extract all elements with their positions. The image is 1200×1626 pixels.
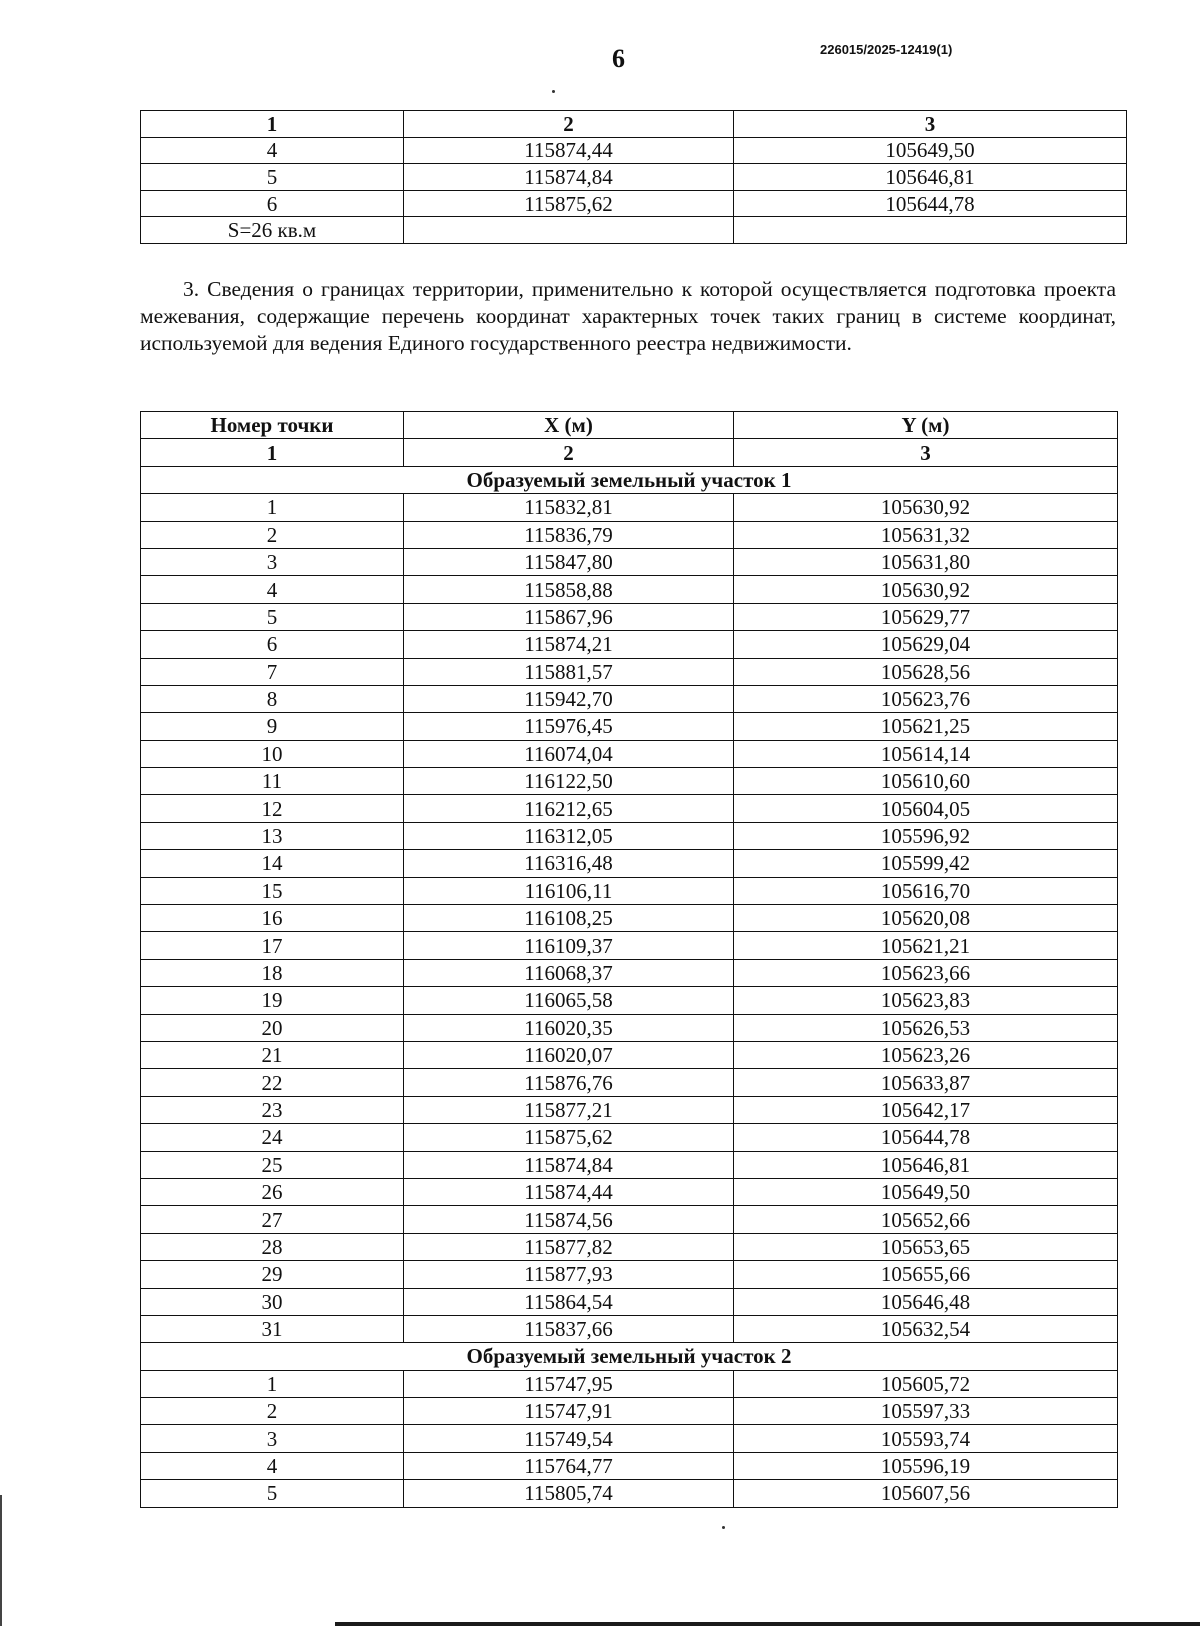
y-coordinate-cell: 105607,56 — [734, 1480, 1118, 1507]
table-row — [141, 1315, 1118, 1342]
x-coordinate-cell: 116020,35 — [404, 1014, 734, 1041]
table-row — [141, 1069, 1118, 1096]
y-coordinate-cell: 105626,53 — [734, 1014, 1118, 1041]
x-coordinate-cell: 115874,84 — [404, 164, 734, 191]
x-coordinate-cell: 115876,76 — [404, 1069, 734, 1096]
x-coordinate-cell: 116068,37 — [404, 959, 734, 986]
x-coordinate-cell: 115858,88 — [404, 576, 734, 603]
y-coordinate-cell: 105629,77 — [734, 603, 1118, 630]
point-number-cell: 19 — [141, 987, 404, 1014]
x-coordinate-cell: 115877,82 — [404, 1233, 734, 1260]
y-coordinate-cell: 105599,42 — [734, 850, 1118, 877]
x-coordinate-cell: 115875,62 — [404, 190, 734, 217]
x-coordinate-cell: 115877,21 — [404, 1096, 734, 1123]
table-row — [141, 1452, 1118, 1479]
y-coordinate-cell: 105633,87 — [734, 1069, 1118, 1096]
plot-title-cell: Образуемый земельный участок 2 — [141, 1343, 1118, 1370]
point-number-cell: 24 — [141, 1124, 404, 1151]
column-number-cell: 1 — [141, 111, 404, 138]
table-row — [141, 1206, 1118, 1233]
x-coordinate-cell: 115749,54 — [404, 1425, 734, 1452]
y-coordinate-cell: 105655,66 — [734, 1261, 1118, 1288]
y-coordinate-cell: 105628,56 — [734, 658, 1118, 685]
table-row — [141, 164, 1127, 191]
point-number-cell: 22 — [141, 1069, 404, 1096]
point-number-cell: 6 — [141, 190, 404, 217]
point-number-cell: 8 — [141, 685, 404, 712]
scan-artifact-edge — [0, 1495, 2, 1626]
section-3-paragraph: 3. Сведения о границах территории, применительно к которой осуществляется подготовка проекта межевания, содержащие перечень координат характерных точек таких границ в системе координат, используемой для ведения Единого государственного реестра недвижимости. — [140, 277, 1116, 355]
table-row — [141, 1288, 1118, 1315]
y-coordinate-cell: 105623,76 — [734, 685, 1118, 712]
y-coordinate-cell: 105596,19 — [734, 1452, 1118, 1479]
x-coordinate-cell: 116312,05 — [404, 822, 734, 849]
y-coordinate-cell: 105623,26 — [734, 1041, 1118, 1068]
point-number-cell: 2 — [141, 521, 404, 548]
x-coordinate-cell: 115832,81 — [404, 494, 734, 521]
point-number-cell: 10 — [141, 740, 404, 767]
y-coordinate-cell: 105646,81 — [734, 164, 1127, 191]
point-number-cell: 12 — [141, 795, 404, 822]
table-header-row — [141, 111, 1127, 138]
point-number-cell: 14 — [141, 850, 404, 877]
y-coordinate-cell: 105597,33 — [734, 1398, 1118, 1425]
y-coordinate-cell: 105629,04 — [734, 631, 1118, 658]
x-coordinate-cell: 115867,96 — [404, 603, 734, 630]
table-row — [141, 1425, 1118, 1452]
x-coordinate-cell: 115874,44 — [404, 137, 734, 164]
point-number-cell: 3 — [141, 1425, 404, 1452]
y-coordinate-cell: 105649,50 — [734, 137, 1127, 164]
table-row — [141, 713, 1118, 740]
table-row — [141, 768, 1118, 795]
table-row — [141, 576, 1118, 603]
table-row — [141, 548, 1118, 575]
table-row — [141, 959, 1118, 986]
x-coordinate-cell: 115874,84 — [404, 1151, 734, 1178]
point-number-cell: 4 — [141, 137, 404, 164]
point-number-cell: 3 — [141, 548, 404, 575]
point-number-cell: 7 — [141, 658, 404, 685]
x-coordinate-cell: 116065,58 — [404, 987, 734, 1014]
y-coordinate-cell: 105621,21 — [734, 932, 1118, 959]
table-row — [141, 658, 1118, 685]
point-number-cell: 27 — [141, 1206, 404, 1233]
point-number-cell: 9 — [141, 713, 404, 740]
x-coordinate-cell: 115942,70 — [404, 685, 734, 712]
table-row — [141, 521, 1118, 548]
table-row — [141, 1261, 1118, 1288]
point-number-cell: 28 — [141, 1233, 404, 1260]
point-number-cell: 2 — [141, 1398, 404, 1425]
column-number-cell: 1 — [141, 439, 404, 466]
column-header-cell: Номер точки — [141, 412, 404, 439]
y-coordinate-cell: 105623,66 — [734, 959, 1118, 986]
plot-title-row — [141, 466, 1118, 493]
table-row — [141, 987, 1118, 1014]
document-number: 226015/2025-12419(1) — [820, 42, 953, 57]
y-coordinate-cell: 105616,70 — [734, 877, 1118, 904]
table-row — [141, 1041, 1118, 1068]
point-number-cell: 18 — [141, 959, 404, 986]
table-row — [141, 137, 1127, 164]
point-number-cell: 5 — [141, 1480, 404, 1507]
point-number-cell: 4 — [141, 576, 404, 603]
y-coordinate-cell: 105646,48 — [734, 1288, 1118, 1315]
table-row — [141, 822, 1118, 849]
table-row — [141, 631, 1118, 658]
table-row — [141, 1370, 1118, 1397]
y-coordinate-cell: 105623,83 — [734, 987, 1118, 1014]
scan-speck — [552, 90, 555, 93]
x-coordinate-cell: 115976,45 — [404, 713, 734, 740]
x-coordinate-cell: 115874,56 — [404, 1206, 734, 1233]
table-row — [141, 877, 1118, 904]
table-row — [141, 685, 1118, 712]
area-row — [141, 217, 1127, 244]
column-header-cell: Y (м) — [734, 412, 1118, 439]
point-number-cell: 5 — [141, 164, 404, 191]
point-number-cell: 25 — [141, 1151, 404, 1178]
empty-cell — [404, 217, 734, 244]
x-coordinate-cell: 115864,54 — [404, 1288, 734, 1315]
column-number-cell: 2 — [404, 111, 734, 138]
continuation-table — [140, 110, 1127, 244]
y-coordinate-cell: 105621,25 — [734, 713, 1118, 740]
point-number-cell: 1 — [141, 494, 404, 521]
y-coordinate-cell: 105610,60 — [734, 768, 1118, 795]
point-number-cell: 26 — [141, 1178, 404, 1205]
x-coordinate-cell: 115877,93 — [404, 1261, 734, 1288]
x-coordinate-cell: 116108,25 — [404, 905, 734, 932]
table-row — [141, 1178, 1118, 1205]
table-row — [141, 1014, 1118, 1041]
table-row — [141, 1096, 1118, 1123]
empty-cell — [734, 217, 1127, 244]
column-number-cell: 2 — [404, 439, 734, 466]
table-row — [141, 1398, 1118, 1425]
y-coordinate-cell: 105653,65 — [734, 1233, 1118, 1260]
y-coordinate-cell: 105593,74 — [734, 1425, 1118, 1452]
y-coordinate-cell: 105642,17 — [734, 1096, 1118, 1123]
point-number-cell: 29 — [141, 1261, 404, 1288]
table-row — [141, 1480, 1118, 1507]
x-coordinate-cell: 115805,74 — [404, 1480, 734, 1507]
plot-title-row — [141, 1343, 1118, 1370]
y-coordinate-cell: 105644,78 — [734, 190, 1127, 217]
y-coordinate-cell: 105631,80 — [734, 548, 1118, 575]
x-coordinate-cell: 116074,04 — [404, 740, 734, 767]
table-row — [141, 1151, 1118, 1178]
x-coordinate-cell: 115874,44 — [404, 1178, 734, 1205]
x-coordinate-cell: 115881,57 — [404, 658, 734, 685]
y-coordinate-cell: 105614,14 — [734, 740, 1118, 767]
point-number-cell: 17 — [141, 932, 404, 959]
page-number: 6 — [612, 44, 625, 73]
y-coordinate-cell: 105652,66 — [734, 1206, 1118, 1233]
point-number-cell: 23 — [141, 1096, 404, 1123]
column-number-cell: 3 — [734, 439, 1118, 466]
point-number-cell: 11 — [141, 768, 404, 795]
x-coordinate-cell: 116020,07 — [404, 1041, 734, 1068]
y-coordinate-cell: 105596,92 — [734, 822, 1118, 849]
x-coordinate-cell: 116109,37 — [404, 932, 734, 959]
coordinates-table — [140, 411, 1118, 1508]
y-coordinate-cell: 105646,81 — [734, 1151, 1118, 1178]
x-coordinate-cell: 116106,11 — [404, 877, 734, 904]
x-coordinate-cell: 115875,62 — [404, 1124, 734, 1151]
x-coordinate-cell: 116212,65 — [404, 795, 734, 822]
y-coordinate-cell: 105630,92 — [734, 576, 1118, 603]
point-number-cell: 30 — [141, 1288, 404, 1315]
x-coordinate-cell: 115874,21 — [404, 631, 734, 658]
table-row — [141, 740, 1118, 767]
y-coordinate-cell: 105631,32 — [734, 521, 1118, 548]
table-row — [141, 905, 1118, 932]
y-coordinate-cell: 105644,78 — [734, 1124, 1118, 1151]
table-row — [141, 1233, 1118, 1260]
y-coordinate-cell: 105630,92 — [734, 494, 1118, 521]
column-header-cell: X (м) — [404, 412, 734, 439]
table-row — [141, 494, 1118, 521]
point-number-cell: 5 — [141, 603, 404, 630]
plot-title-cell: Образуемый земельный участок 1 — [141, 466, 1118, 493]
point-number-cell: 20 — [141, 1014, 404, 1041]
x-coordinate-cell: 115747,91 — [404, 1398, 734, 1425]
x-coordinate-cell: 115747,95 — [404, 1370, 734, 1397]
point-number-cell: 13 — [141, 822, 404, 849]
point-number-cell: 15 — [141, 877, 404, 904]
table-row — [141, 850, 1118, 877]
table-row — [141, 190, 1127, 217]
x-coordinate-cell: 116316,48 — [404, 850, 734, 877]
point-number-cell: 31 — [141, 1315, 404, 1342]
scan-artifact-line — [335, 1622, 1200, 1626]
table-row — [141, 932, 1118, 959]
table-row — [141, 603, 1118, 630]
point-number-cell: 6 — [141, 631, 404, 658]
area-cell: S=26 кв.м — [141, 217, 404, 244]
point-number-cell: 4 — [141, 1452, 404, 1479]
column-numbers-row — [141, 439, 1118, 466]
table-row — [141, 1124, 1118, 1151]
x-coordinate-cell: 115837,66 — [404, 1315, 734, 1342]
y-coordinate-cell: 105605,72 — [734, 1370, 1118, 1397]
column-number-cell: 3 — [734, 111, 1127, 138]
y-coordinate-cell: 105620,08 — [734, 905, 1118, 932]
x-coordinate-cell: 116122,50 — [404, 768, 734, 795]
table-header-row — [141, 412, 1118, 439]
scan-speck — [722, 1526, 725, 1529]
x-coordinate-cell: 115764,77 — [404, 1452, 734, 1479]
table-row — [141, 795, 1118, 822]
point-number-cell: 16 — [141, 905, 404, 932]
point-number-cell: 1 — [141, 1370, 404, 1397]
x-coordinate-cell: 115836,79 — [404, 521, 734, 548]
point-number-cell: 21 — [141, 1041, 404, 1068]
y-coordinate-cell: 105632,54 — [734, 1315, 1118, 1342]
y-coordinate-cell: 105604,05 — [734, 795, 1118, 822]
x-coordinate-cell: 115847,80 — [404, 548, 734, 575]
y-coordinate-cell: 105649,50 — [734, 1178, 1118, 1205]
